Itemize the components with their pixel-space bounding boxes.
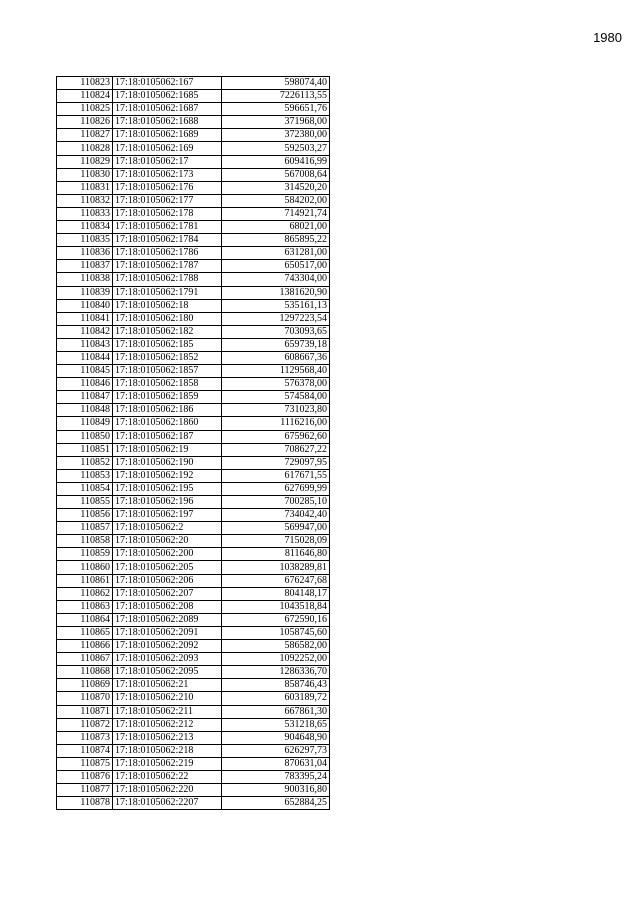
row-number-cell: 110848	[57, 404, 113, 417]
cadastral-number-cell: 17:18:0105062:197	[113, 509, 222, 522]
cadastral-number-cell: 17:18:0105062:186	[113, 404, 222, 417]
table-row	[57, 234, 330, 247]
cadastral-number-cell: 17:18:0105062:1685	[113, 90, 222, 103]
row-number-cell: 110843	[57, 338, 113, 351]
table-row	[57, 260, 330, 273]
cadastral-number-cell: 17:18:0105062:180	[113, 312, 222, 325]
cadastral-number-cell: 17:18:0105062:1689	[113, 129, 222, 142]
cadastral-value-cell: 672590,16	[222, 613, 330, 626]
cadastral-value-cell: 734042,40	[222, 509, 330, 522]
cadastral-number-cell: 17:18:0105062:2	[113, 522, 222, 535]
cadastral-number-cell: 17:18:0105062:190	[113, 456, 222, 469]
cadastral-value-cell: 700285,10	[222, 496, 330, 509]
table-row	[57, 116, 330, 129]
table-row	[57, 221, 330, 234]
cadastral-value-cell: 811646,80	[222, 548, 330, 561]
cadastral-number-cell: 17:18:0105062:192	[113, 469, 222, 482]
row-number-cell: 110842	[57, 325, 113, 338]
row-number-cell: 110877	[57, 784, 113, 797]
row-number-cell: 110851	[57, 443, 113, 456]
row-number-cell: 110839	[57, 286, 113, 299]
row-number-cell: 110823	[57, 77, 113, 90]
row-number-cell: 110858	[57, 535, 113, 548]
cadastral-number-cell: 17:18:0105062:185	[113, 338, 222, 351]
cadastral-value-cell: 617671,55	[222, 469, 330, 482]
table-row	[57, 312, 330, 325]
row-number-cell: 110829	[57, 155, 113, 168]
cadastral-value-cell: 659739,18	[222, 338, 330, 351]
cadastral-number-cell: 17:18:0105062:1784	[113, 234, 222, 247]
cadastral-number-cell: 17:18:0105062:167	[113, 77, 222, 90]
table-row	[57, 417, 330, 430]
cadastral-value-cell: 596651,76	[222, 103, 330, 116]
cadastral-value-cell: 7226113,55	[222, 90, 330, 103]
row-number-cell: 110836	[57, 247, 113, 260]
cadastral-number-cell: 17:18:0105062:177	[113, 194, 222, 207]
cadastral-value-cell: 904648,90	[222, 731, 330, 744]
table-row	[57, 535, 330, 548]
cadastral-value-cell: 650517,00	[222, 260, 330, 273]
table-row	[57, 325, 330, 338]
table-row	[57, 731, 330, 744]
cadastral-value-cell: 609416,99	[222, 155, 330, 168]
cadastral-number-cell: 17:18:0105062:169	[113, 142, 222, 155]
row-number-cell: 110826	[57, 116, 113, 129]
cadastral-number-cell: 17:18:0105062:200	[113, 548, 222, 561]
cadastral-number-cell: 17:18:0105062:20	[113, 535, 222, 548]
cadastral-value-cell: 1038289,81	[222, 561, 330, 574]
row-number-cell: 110827	[57, 129, 113, 142]
table-row	[57, 168, 330, 181]
table-row	[57, 640, 330, 653]
cadastral-value-cell: 1286336,70	[222, 666, 330, 679]
table-row	[57, 286, 330, 299]
cadastral-number-cell: 17:18:0105062:2095	[113, 666, 222, 679]
table-row	[57, 548, 330, 561]
row-number-cell: 110860	[57, 561, 113, 574]
row-number-cell: 110874	[57, 744, 113, 757]
table-row	[57, 443, 330, 456]
row-number-cell: 110838	[57, 273, 113, 286]
cadastral-number-cell: 17:18:0105062:206	[113, 574, 222, 587]
row-number-cell: 110834	[57, 221, 113, 234]
table-row	[57, 103, 330, 116]
row-number-cell: 110852	[57, 456, 113, 469]
cadastral-value-cell: 715028,09	[222, 535, 330, 548]
table-row	[57, 338, 330, 351]
table-row	[57, 142, 330, 155]
cadastral-value-cell: 592503,27	[222, 142, 330, 155]
table-row	[57, 587, 330, 600]
cadastral-value-cell: 535161,13	[222, 299, 330, 312]
table-row	[57, 207, 330, 220]
table-row	[57, 155, 330, 168]
cadastral-value-cell: 804148,17	[222, 587, 330, 600]
cadastral-value-cell: 598074,40	[222, 77, 330, 90]
row-number-cell: 110855	[57, 496, 113, 509]
row-number-cell: 110833	[57, 207, 113, 220]
cadastral-number-cell: 17:18:0105062:208	[113, 600, 222, 613]
cadastral-value-cell: 1092252,00	[222, 653, 330, 666]
cadastral-number-cell: 17:18:0105062:195	[113, 482, 222, 495]
cadastral-value-cell: 574584,00	[222, 391, 330, 404]
cadastral-value-cell: 667861,30	[222, 705, 330, 718]
cadastral-value-cell: 576378,00	[222, 378, 330, 391]
cadastral-value-cell: 603189,72	[222, 692, 330, 705]
table-row	[57, 613, 330, 626]
cadastral-number-cell: 17:18:0105062:22	[113, 770, 222, 783]
row-number-cell: 110868	[57, 666, 113, 679]
cadastral-value-cell: 1129568,40	[222, 365, 330, 378]
row-number-cell: 110856	[57, 509, 113, 522]
cadastral-number-cell: 17:18:0105062:211	[113, 705, 222, 718]
cadastral-number-cell: 17:18:0105062:178	[113, 207, 222, 220]
row-number-cell: 110876	[57, 770, 113, 783]
cadastral-number-cell: 17:18:0105062:176	[113, 181, 222, 194]
table-row	[57, 600, 330, 613]
table-row	[57, 692, 330, 705]
cadastral-value-cell: 729097,95	[222, 456, 330, 469]
table-row	[57, 351, 330, 364]
row-number-cell: 110850	[57, 430, 113, 443]
row-number-cell: 110844	[57, 351, 113, 364]
row-number-cell: 110845	[57, 365, 113, 378]
cadastral-number-cell: 17:18:0105062:1859	[113, 391, 222, 404]
table-body	[57, 77, 330, 810]
row-number-cell: 110831	[57, 181, 113, 194]
cadastral-value-cell: 708627,22	[222, 443, 330, 456]
cadastral-value-cell: 531218,65	[222, 718, 330, 731]
table-row	[57, 365, 330, 378]
cadastral-number-cell: 17:18:0105062:2092	[113, 640, 222, 653]
cadastral-number-cell: 17:18:0105062:220	[113, 784, 222, 797]
row-number-cell: 110830	[57, 168, 113, 181]
cadastral-number-cell: 17:18:0105062:21	[113, 679, 222, 692]
row-number-cell: 110869	[57, 679, 113, 692]
row-number-cell: 110863	[57, 600, 113, 613]
row-number-cell: 110849	[57, 417, 113, 430]
row-number-cell: 110828	[57, 142, 113, 155]
cadastral-value-cell: 584202,00	[222, 194, 330, 207]
table-row	[57, 430, 330, 443]
cadastral-number-cell: 17:18:0105062:2207	[113, 797, 222, 810]
table-row	[57, 247, 330, 260]
table-row	[57, 456, 330, 469]
table-row	[57, 653, 330, 666]
cadastral-number-cell: 17:18:0105062:2089	[113, 613, 222, 626]
cadastral-number-cell: 17:18:0105062:1781	[113, 221, 222, 234]
row-number-cell: 110871	[57, 705, 113, 718]
table-row	[57, 482, 330, 495]
cadastral-number-cell: 17:18:0105062:1786	[113, 247, 222, 260]
cadastral-value-cell: 371968,00	[222, 116, 330, 129]
cadastral-number-cell: 17:18:0105062:207	[113, 587, 222, 600]
table-row	[57, 90, 330, 103]
cadastral-number-cell: 17:18:0105062:1857	[113, 365, 222, 378]
cadastral-number-cell: 17:18:0105062:187	[113, 430, 222, 443]
row-number-cell: 110878	[57, 797, 113, 810]
cadastral-value-cell: 631281,00	[222, 247, 330, 260]
cadastral-number-cell: 17:18:0105062:1858	[113, 378, 222, 391]
cadastral-number-cell: 17:18:0105062:210	[113, 692, 222, 705]
cadastral-value-cell: 372380,00	[222, 129, 330, 142]
table-row	[57, 378, 330, 391]
table-row	[57, 666, 330, 679]
cadastral-value-cell: 703093,65	[222, 325, 330, 338]
row-number-cell: 110859	[57, 548, 113, 561]
cadastral-value-cell: 567008,64	[222, 168, 330, 181]
cadastral-number-cell: 17:18:0105062:2091	[113, 626, 222, 639]
table-row	[57, 705, 330, 718]
table-row	[57, 181, 330, 194]
table-row	[57, 194, 330, 207]
table-row	[57, 77, 330, 90]
cadastral-value-cell: 608667,36	[222, 351, 330, 364]
table-row	[57, 679, 330, 692]
cadastral-number-cell: 17:18:0105062:1860	[113, 417, 222, 430]
row-number-cell: 110847	[57, 391, 113, 404]
cadastral-number-cell: 17:18:0105062:18	[113, 299, 222, 312]
row-number-cell: 110861	[57, 574, 113, 587]
row-number-cell: 110872	[57, 718, 113, 731]
cadastral-number-cell: 17:18:0105062:1791	[113, 286, 222, 299]
row-number-cell: 110857	[57, 522, 113, 535]
row-number-cell: 110867	[57, 653, 113, 666]
cadastral-number-cell: 17:18:0105062:19	[113, 443, 222, 456]
table-row	[57, 718, 330, 731]
row-number-cell: 110825	[57, 103, 113, 116]
row-number-cell: 110832	[57, 194, 113, 207]
cadastral-value-cell: 900316,80	[222, 784, 330, 797]
table-row	[57, 522, 330, 535]
cadastral-number-cell: 17:18:0105062:218	[113, 744, 222, 757]
cadastral-number-cell: 17:18:0105062:182	[113, 325, 222, 338]
table-row	[57, 626, 330, 639]
cadastral-value-cell: 783395,24	[222, 770, 330, 783]
table-row	[57, 574, 330, 587]
table-row	[57, 744, 330, 757]
cadastral-value-cell: 586582,00	[222, 640, 330, 653]
cadastral-value-cell: 865895,22	[222, 234, 330, 247]
cadastral-value-cell: 1297223,54	[222, 312, 330, 325]
row-number-cell: 110875	[57, 757, 113, 770]
cadastral-value-cell: 652884,25	[222, 797, 330, 810]
cadastral-value-cell: 1116216,00	[222, 417, 330, 430]
row-number-cell: 110864	[57, 613, 113, 626]
row-number-cell: 110841	[57, 312, 113, 325]
cadastral-number-cell: 17:18:0105062:2093	[113, 653, 222, 666]
row-number-cell: 110854	[57, 482, 113, 495]
cadastral-value-cell: 68021,00	[222, 221, 330, 234]
cadastral-value-cell: 714921,74	[222, 207, 330, 220]
row-number-cell: 110835	[57, 234, 113, 247]
row-number-cell: 110870	[57, 692, 113, 705]
cadastral-value-cell: 731023,80	[222, 404, 330, 417]
cadastral-value-cell: 676247,68	[222, 574, 330, 587]
table-row	[57, 757, 330, 770]
row-number-cell: 110853	[57, 469, 113, 482]
cadastral-value-cell: 314520,20	[222, 181, 330, 194]
table-row	[57, 561, 330, 574]
cadastral-number-cell: 17:18:0105062:196	[113, 496, 222, 509]
cadastral-value-cell: 675962,60	[222, 430, 330, 443]
cadastral-value-cell: 1043518,84	[222, 600, 330, 613]
table-row	[57, 299, 330, 312]
row-number-cell: 110846	[57, 378, 113, 391]
row-number-cell: 110865	[57, 626, 113, 639]
cadastral-value-cell: 743304,00	[222, 273, 330, 286]
table-row	[57, 129, 330, 142]
cadastral-value-cell: 627699,99	[222, 482, 330, 495]
table-row	[57, 797, 330, 810]
row-number-cell: 110873	[57, 731, 113, 744]
row-number-cell: 110866	[57, 640, 113, 653]
row-number-cell: 110862	[57, 587, 113, 600]
cadastral-value-table	[56, 76, 330, 810]
row-number-cell: 110840	[57, 299, 113, 312]
table-row	[57, 784, 330, 797]
table-row	[57, 404, 330, 417]
cadastral-number-cell: 17:18:0105062:212	[113, 718, 222, 731]
table-row	[57, 770, 330, 783]
cadastral-value-cell: 1058745,60	[222, 626, 330, 639]
cadastral-value-cell: 870631,04	[222, 757, 330, 770]
page-number: 1980	[593, 30, 622, 45]
cadastral-number-cell: 17:18:0105062:213	[113, 731, 222, 744]
table-row	[57, 469, 330, 482]
cadastral-number-cell: 17:18:0105062:205	[113, 561, 222, 574]
table-row	[57, 391, 330, 404]
cadastral-number-cell: 17:18:0105062:1688	[113, 116, 222, 129]
cadastral-value-cell: 626297,73	[222, 744, 330, 757]
row-number-cell: 110837	[57, 260, 113, 273]
cadastral-number-cell: 17:18:0105062:1788	[113, 273, 222, 286]
cadastral-number-cell: 17:18:0105062:1787	[113, 260, 222, 273]
table-row	[57, 273, 330, 286]
cadastral-number-cell: 17:18:0105062:1687	[113, 103, 222, 116]
cadastral-number-cell: 17:18:0105062:173	[113, 168, 222, 181]
row-number-cell: 110824	[57, 90, 113, 103]
cadastral-value-cell: 1381620,90	[222, 286, 330, 299]
cadastral-number-cell: 17:18:0105062:219	[113, 757, 222, 770]
cadastral-number-cell: 17:18:0105062:17	[113, 155, 222, 168]
table-row	[57, 509, 330, 522]
cadastral-number-cell: 17:18:0105062:1852	[113, 351, 222, 364]
table-row	[57, 496, 330, 509]
cadastral-value-cell: 569947,00	[222, 522, 330, 535]
cadastral-value-cell: 858746,43	[222, 679, 330, 692]
